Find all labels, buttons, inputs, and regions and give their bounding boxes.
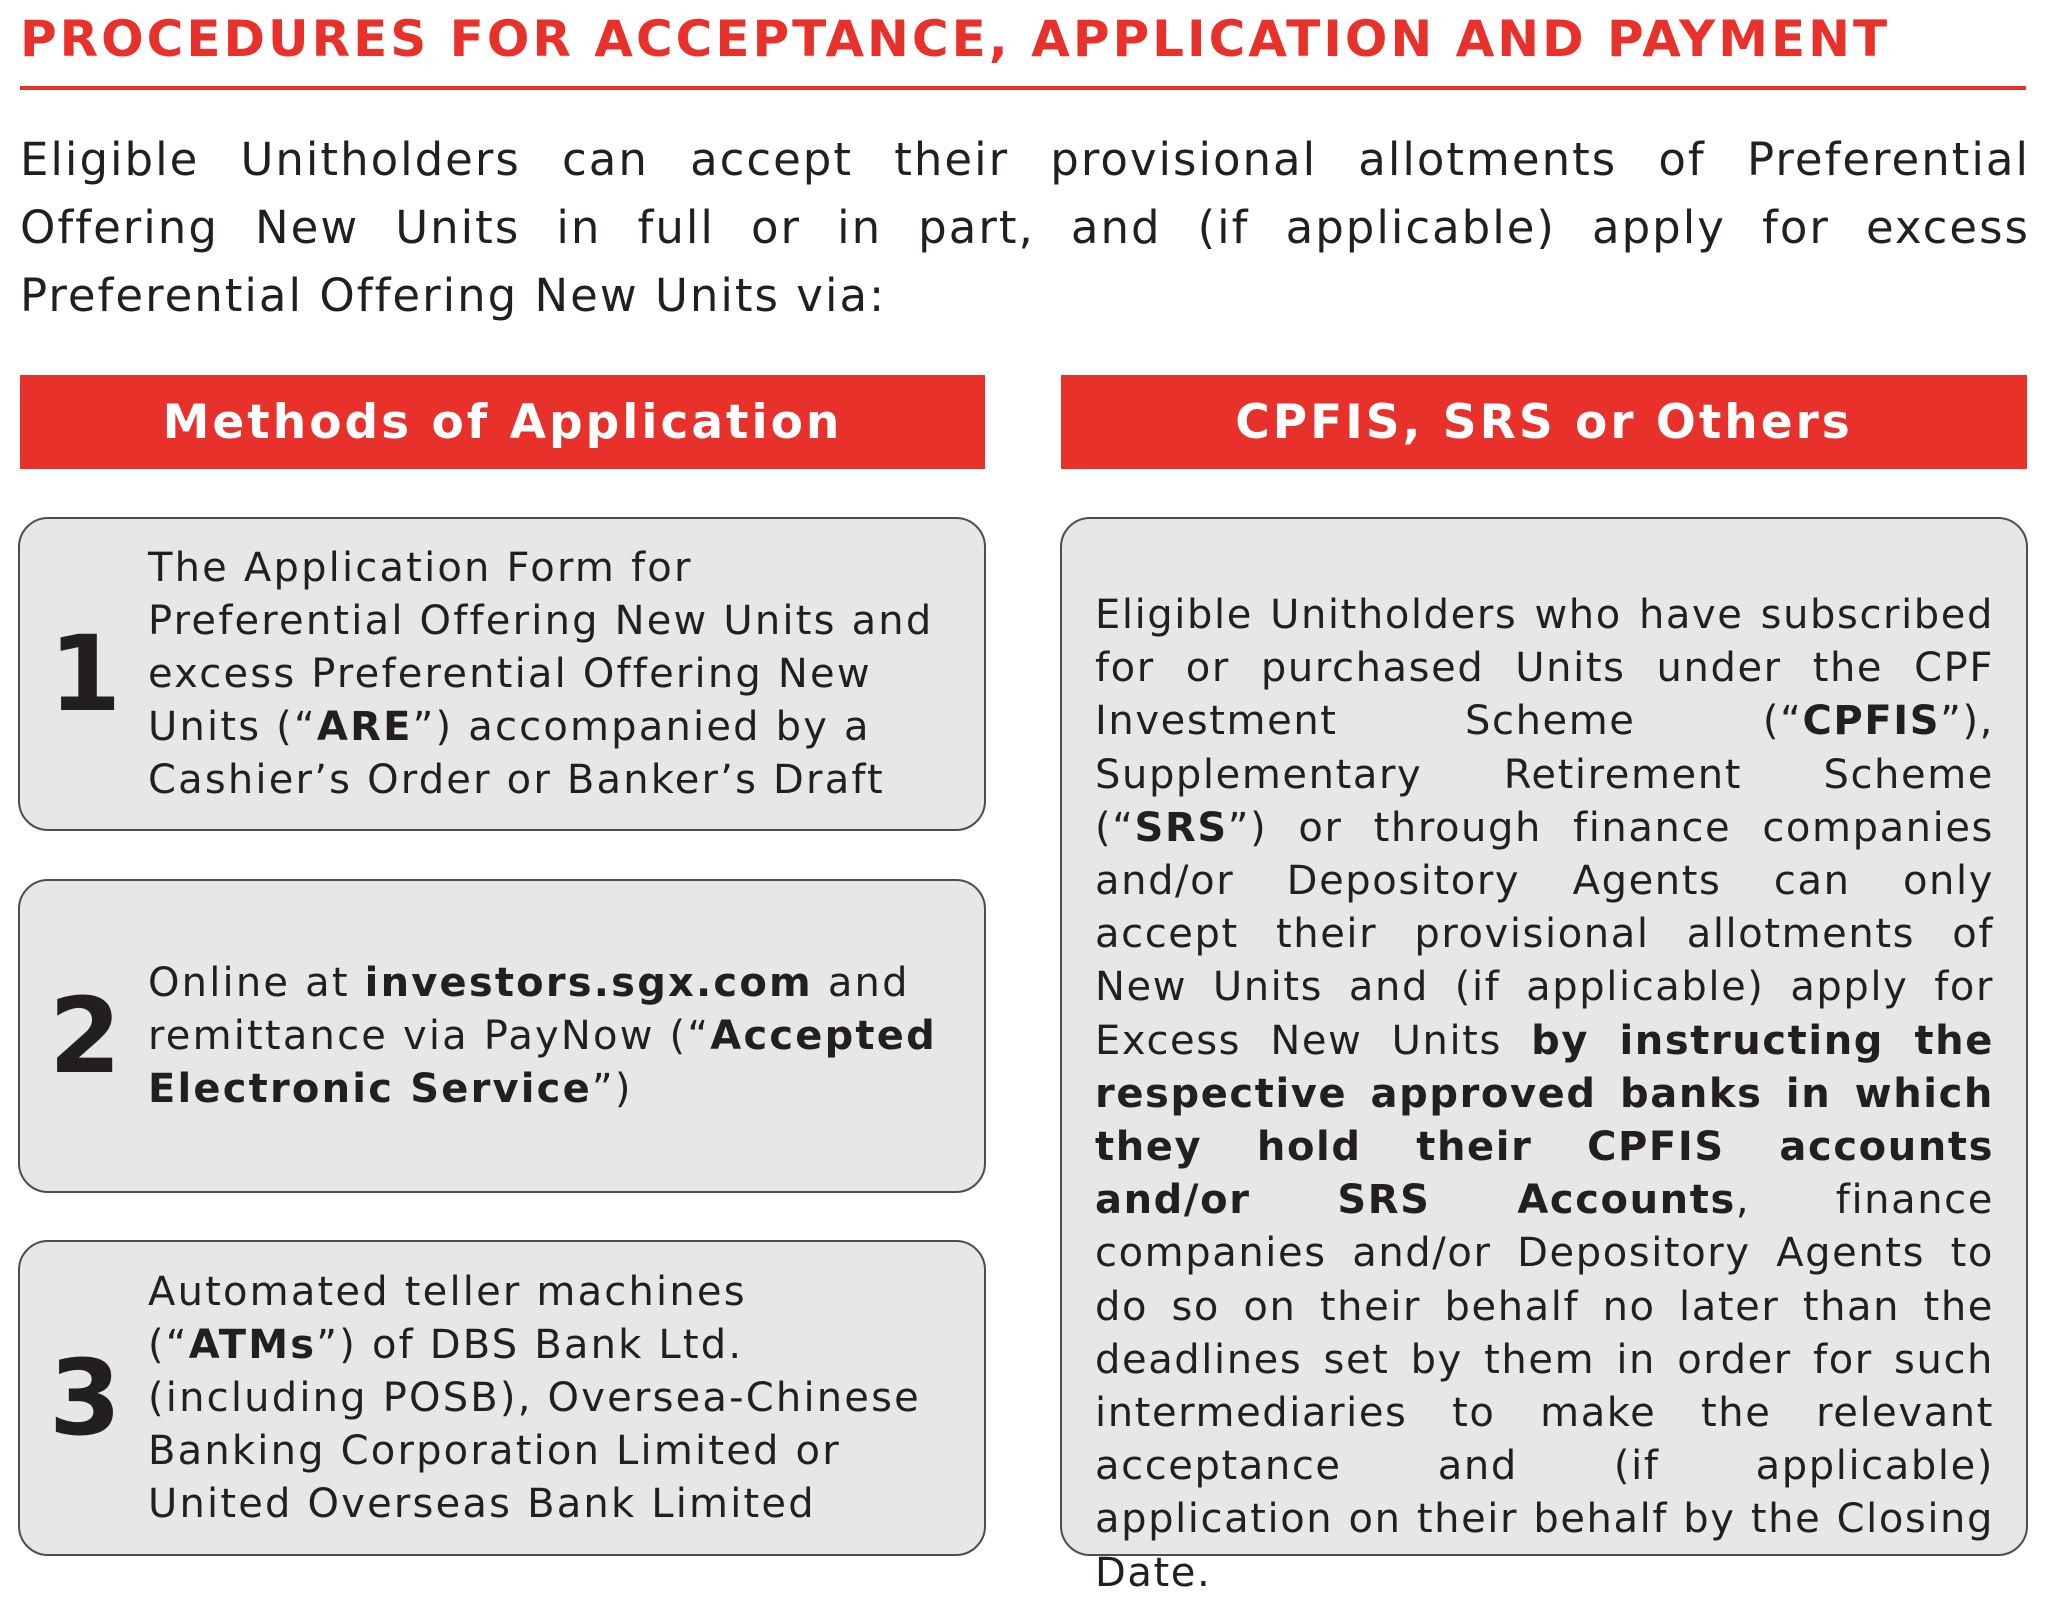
method-text-segment: Automated teller machines (“ bbox=[148, 1268, 747, 1368]
page-title: PROCEDURES FOR ACCEPTANCE, APPLICATION AND PAYMENT bbox=[20, 10, 1891, 68]
method-text-segment: and remittance via PayNow (“ bbox=[148, 959, 910, 1059]
method-description bbox=[148, 519, 962, 829]
cpf-text-segment: Eligible Unitholders who have subscribed for or purchased Units under the CPF Investment Scheme (“ bbox=[1095, 592, 1994, 745]
method-text-bold: ARE bbox=[316, 703, 413, 750]
title-divider bbox=[20, 86, 2026, 90]
cpfis-srs-description bbox=[1095, 589, 1994, 1600]
method-text-segment: ”) accompanied by a Cashier’s Order or Banker’s Draft bbox=[148, 703, 885, 803]
method-number: 3 bbox=[48, 1337, 122, 1459]
method-text-bold: investors.sgx.com bbox=[364, 959, 813, 1006]
method-text-segment: ”) bbox=[591, 1065, 633, 1112]
cpfis-srs-others-header: CPFIS, SRS or Others bbox=[1061, 375, 2027, 469]
method-text-bold: Accepted Electronic Service bbox=[148, 1012, 937, 1112]
cpfis-srs-card bbox=[1060, 517, 2028, 1596]
methods-of-application-header: Methods of Application bbox=[20, 375, 985, 469]
intro-paragraph: Eligible Unitholders can accept their provisional allotments of Preferential Offering New Units in full or in part, and (if applicable) apply for excess Preferential Offering New Units via: bbox=[20, 133, 2030, 322]
method-card-2 bbox=[18, 879, 986, 1193]
method-description bbox=[148, 1242, 962, 1554]
method-card-1 bbox=[18, 517, 986, 831]
cpf-text-bold: CPFIS bbox=[1802, 698, 1941, 745]
method-number: 2 bbox=[48, 975, 122, 1097]
method-text-segment: ”) of DBS Bank Ltd. (including POSB), Oversea-Chinese Banking Corporation Limited or United Overseas Bank Limited bbox=[148, 1321, 921, 1527]
cpf-text-segment: ”) or through finance companies and/or Depository Agents can only accept their provisional allotments of New Units and (if applicable) apply for Excess New Units bbox=[1095, 804, 1994, 1064]
cpf-text-segment: ”), Supplementary Retirement Scheme (“ bbox=[1095, 698, 1994, 851]
method-number: 1 bbox=[48, 613, 122, 735]
cpf-text-bold: SRS bbox=[1134, 804, 1228, 851]
method-text-segment: The Application Form for Preferential Offering New Units and excess Preferential Offering New Units (“ bbox=[148, 544, 934, 750]
cpf-text-bold: by instructing the respective approved banks in which they hold their CPFIS accounts and/or SRS Accounts bbox=[1095, 1017, 1994, 1224]
cpf-text-segment: , finance companies and/or Depository Agents to do so on their behalf no later than the deadlines set by them in order for such intermediaries to make the relevant acceptance and (if applicable) application on their behalf by the Closing Date. bbox=[1095, 1177, 1994, 1596]
method-text-segment: Online at bbox=[148, 959, 365, 1006]
method-card-3 bbox=[18, 1240, 986, 1556]
method-text-bold: ATMs bbox=[188, 1321, 317, 1368]
method-description bbox=[148, 881, 962, 1191]
